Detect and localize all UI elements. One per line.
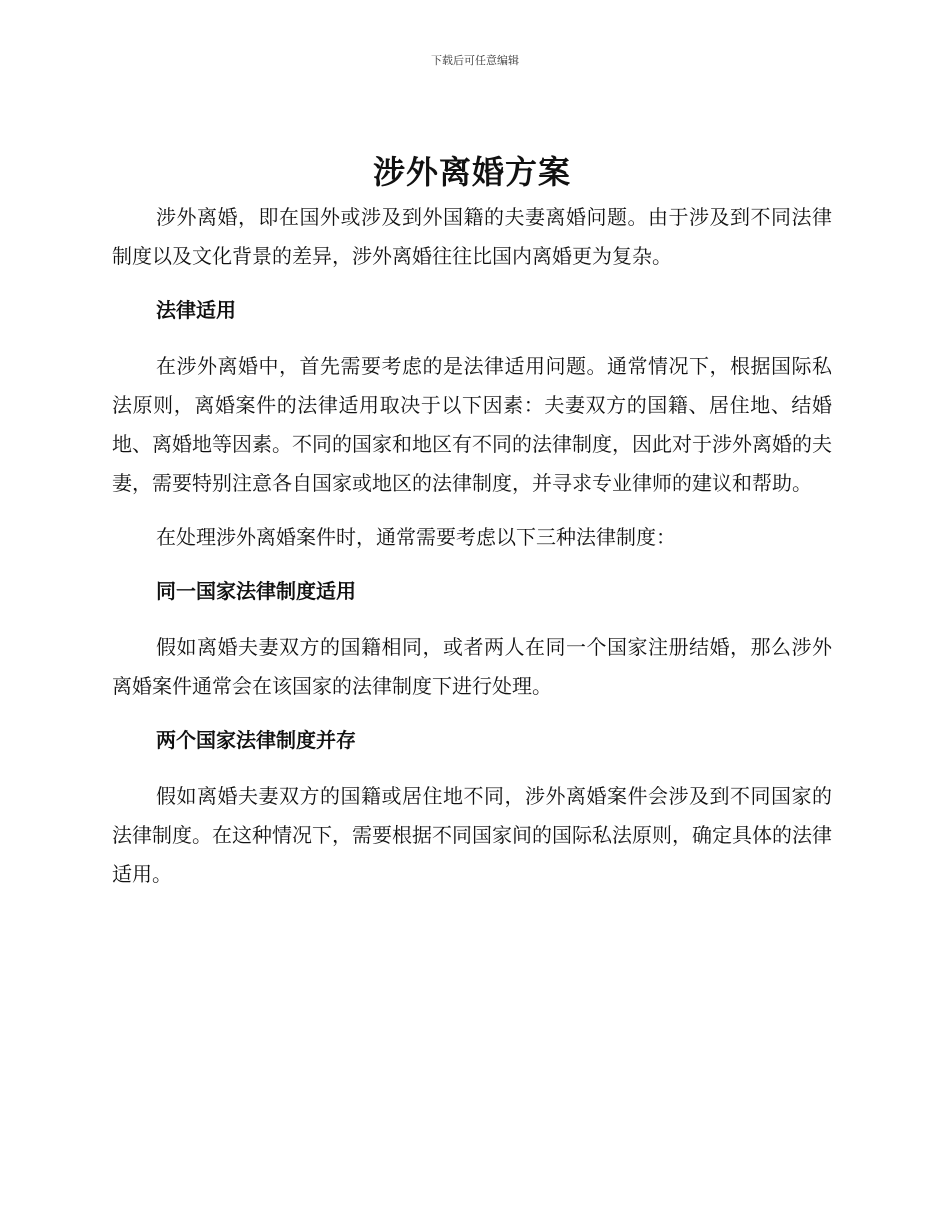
section-heading-law-application: 法律适用 (156, 298, 236, 322)
section-heading-two-countries: 两个国家法律制度并存 (156, 728, 356, 752)
same-country-paragraph: 假如离婚夫妻双方的国籍相同，或者两人在同一个国家注册结婚，那么涉外离婚案件通常会在该国家的法律制度下进行处理。 (112, 635, 832, 698)
two-countries-paragraph: 假如离婚夫妻双方的国籍或居住地不同，涉外离婚案件会涉及到不同国家的法律制度。在这种情况下，需要根据不同国家间的国际私法原则，确定具体的法律适用。 (112, 784, 832, 886)
page-header: 下载后可任意编辑 (431, 54, 519, 67)
three-systems-intro-paragraph: 在处理涉外离婚案件时，通常需要考虑以下三种法律制度： (156, 525, 676, 549)
law-application-paragraph: 在涉外离婚中，首先需要考虑的是法律适用问题。通常情况下，根据国际私法原则，离婚案件的法律适用取决于以下因素：夫妻双方的国籍、居住地、结婚地、离婚地等因素。不同的国家和地区有不同的法律制度，因此对于涉外离婚的夫妻，需要特别注意各自国家或地区的法律制度，并寻求专业律师的建议和帮助。 (112, 354, 832, 495)
intro-paragraph: 涉外离婚，即在国外或涉及到外国籍的夫妻离婚问题。由于涉及到不同法律制度以及文化背景的差异，涉外离婚往往比国内离婚更为复杂。 (112, 205, 832, 268)
document-title: 涉外离婚方案 (372, 153, 571, 191)
document-body (112, 148, 832, 909)
section-heading-same-country: 同一国家法律制度适用 (156, 579, 356, 603)
